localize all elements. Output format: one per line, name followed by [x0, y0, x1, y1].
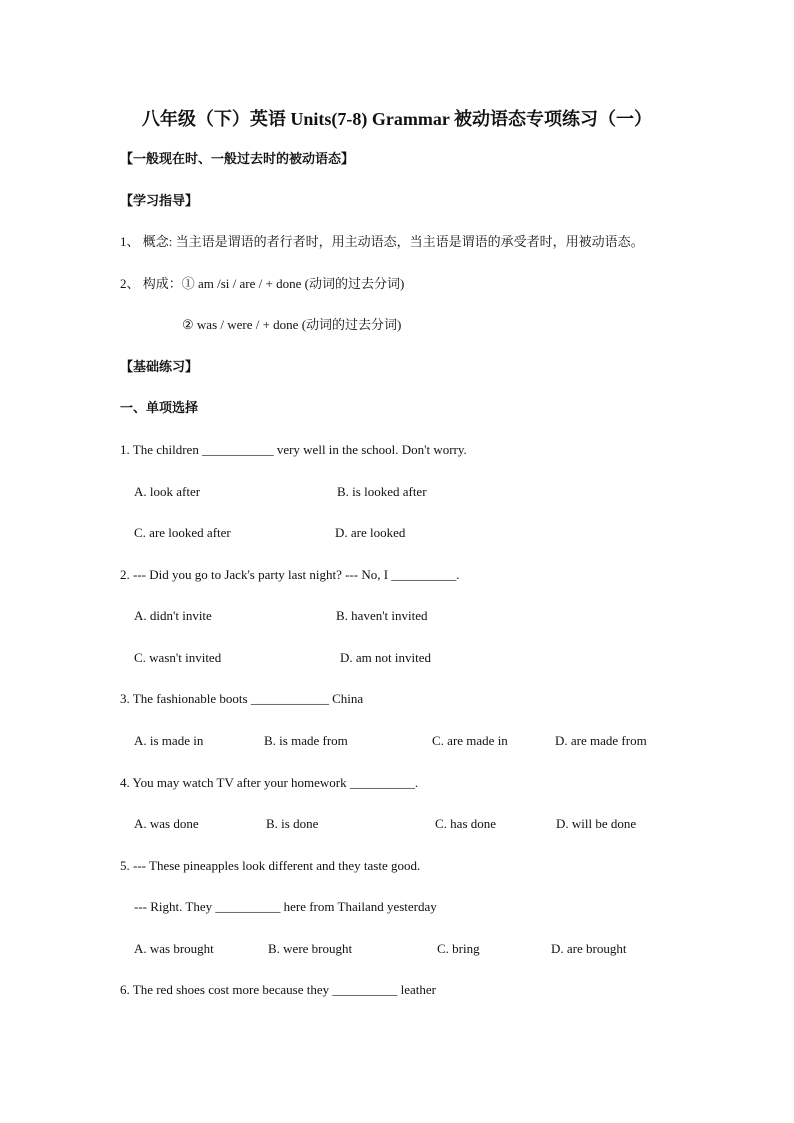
question-stem: 3. The fashionable boots ____________ China	[120, 691, 364, 706]
question-stem: 6. The red shoes cost more because they __________ leather	[120, 982, 436, 997]
option-d: D. will be done	[556, 816, 637, 831]
option-c: C. are made in	[432, 733, 508, 748]
question-stem-reply: --- Right. They __________ here from Thailand yesterday	[134, 899, 437, 914]
option-a: A. didn't invite	[134, 608, 212, 623]
structure-line-2: ② was / were / + done (动词的过去分词)	[182, 317, 402, 332]
page-title: 八年级（下）英语 Units(7-8) Grammar 被动语态专项练习（一）	[141, 109, 653, 129]
option-c: C. are looked after	[134, 525, 231, 540]
question-stem: 4. You may watch TV after your homework __________.	[120, 775, 419, 790]
option-d: D. are looked	[335, 525, 406, 540]
question-stem: 5. --- These pineapples look different and they taste good.	[120, 858, 421, 873]
option-c: C. wasn't invited	[134, 650, 222, 665]
option-a: A. was brought	[134, 941, 214, 956]
section-tag: 【一般现在时、一般过去时的被动语态】	[120, 151, 355, 166]
option-b: B. haven't invited	[336, 608, 428, 623]
practice-heading: 【基础练习】	[120, 359, 199, 374]
structure-line-1: 2、 构成：① am /si / are / + done (动词的过去分词)	[120, 276, 405, 291]
question-stem: 2. --- Did you go to Jack's party last night? --- No, I __________.	[120, 567, 460, 582]
option-b: B. is looked after	[337, 484, 427, 499]
option-b: B. is done	[266, 816, 319, 831]
question-stem: 1. The children ___________ very well in the school. Don't worry.	[120, 442, 467, 457]
option-a: A. look after	[134, 484, 201, 499]
guide-heading: 【学习指导】	[120, 193, 199, 208]
option-b: B. were brought	[268, 941, 353, 956]
option-d: D. are brought	[551, 941, 627, 956]
option-c: C. has done	[435, 816, 497, 831]
option-a: A. was done	[134, 816, 199, 831]
option-b: B. is made from	[264, 733, 348, 748]
option-a: A. is made in	[134, 733, 204, 748]
part-heading: 一、单项选择	[120, 400, 199, 415]
option-d: D. are made from	[555, 733, 647, 748]
option-c: C. bring	[437, 941, 480, 956]
option-d: D. am not invited	[340, 650, 431, 665]
concept-text: 1、 概念: 当主语是谓语的者行者时，用主动语态，当主语是谓语的承受者时，用被动语态。	[120, 234, 644, 249]
